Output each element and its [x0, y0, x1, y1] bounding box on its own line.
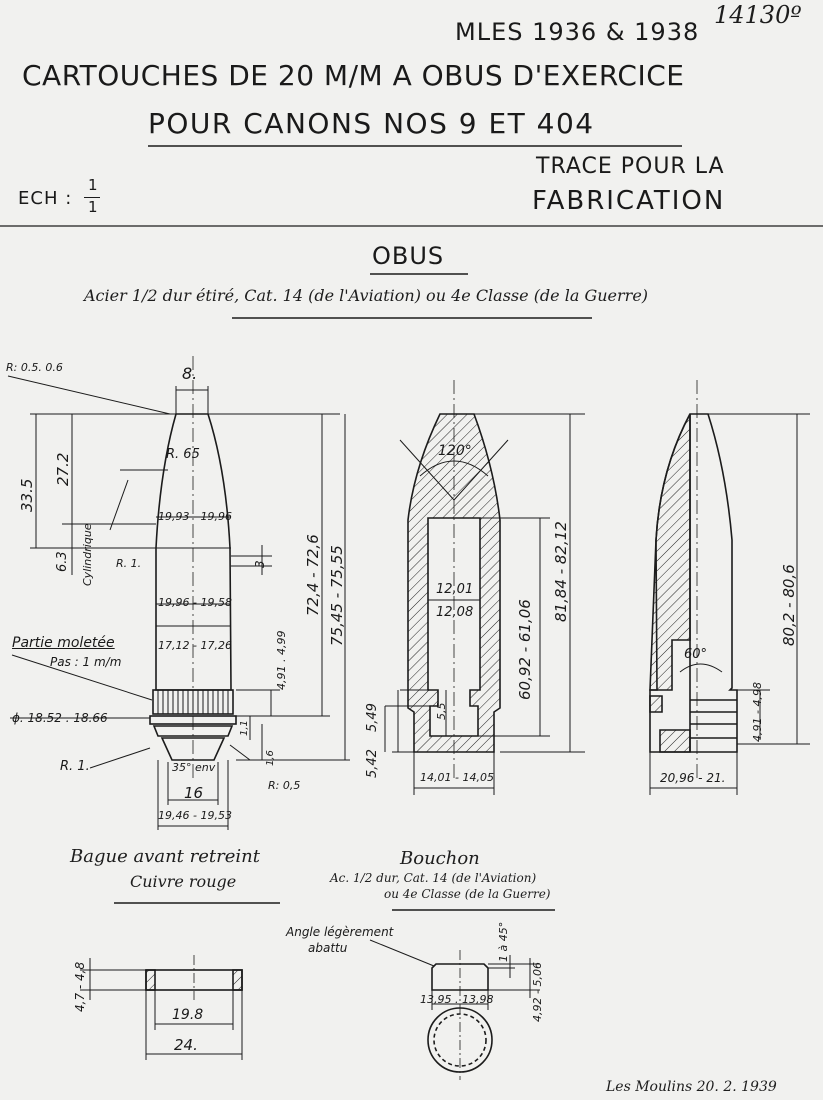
- trace-line-1: TRACE POUR LA: [536, 154, 725, 179]
- scale-denominator: 1: [88, 198, 99, 216]
- ogive-length-2-label: 27.2: [54, 452, 72, 486]
- scale-label: ECH :: [18, 188, 73, 209]
- right-angle-label: 60°: [684, 647, 708, 662]
- bague-outer-label: 24.: [174, 1036, 198, 1054]
- bague-dimensions: [80, 958, 242, 1060]
- diameter-1-label: 19,93 - 19,96: [158, 510, 232, 523]
- trace-line-2: FABRICATION: [532, 186, 726, 216]
- cylinder-length-label: 6.3: [55, 551, 70, 572]
- bouchon-height-label: 4,92 - 5,06: [531, 962, 544, 1022]
- sheet-stamp-number: 14130º: [714, 1, 802, 29]
- height-2-label: 1,1: [239, 720, 250, 736]
- length-b-label: 75,45 - 75,55: [328, 545, 346, 646]
- bague-material: Cuivre rouge: [130, 872, 237, 891]
- right-height-label: 4,91 - 4,98: [751, 682, 764, 742]
- bague-title: Bague avant retreint: [70, 846, 260, 867]
- lower-radius-label: R. 1.: [60, 759, 90, 774]
- height-3-label: 1,6: [265, 750, 276, 766]
- band-diameter-label: ϕ. 18.52 . 18.66: [12, 711, 108, 725]
- center-height-a-label: 5,49: [365, 703, 380, 732]
- base-angle-label: 35° env: [172, 761, 216, 774]
- height-1-label: 4,91 . 4,99: [275, 630, 288, 690]
- ogive-length-label: 33.5: [18, 478, 36, 512]
- right-projectile-half-section: [650, 380, 737, 780]
- bouchon-material-1: Ac. 1/2 dur, Cat. 14 (de l'Aviation): [330, 871, 537, 885]
- right-base-diameter-label: 20,96 - 21.: [660, 771, 726, 785]
- bouchon-title: Bouchon: [400, 848, 480, 869]
- bore-depth-label: 60,92 - 61,06: [516, 599, 534, 700]
- bouchon-diameter-label: 13,95 . 13,98: [420, 993, 494, 1006]
- bouchon-note-1: Angle légèrement: [286, 925, 394, 939]
- title-line-2: POUR CANONS NOS 9 ET 404: [148, 107, 595, 140]
- cylinder-note-label: Cylindrique: [81, 523, 94, 586]
- bague-inner-label: 19.8: [172, 1007, 204, 1023]
- knurl-label: Partie moletée: [12, 635, 115, 651]
- left-projectile-outline: [150, 356, 236, 780]
- knurl-pitch-label: Pas : 1 m/m: [50, 655, 122, 669]
- ogive-radius-label: R. 65: [166, 447, 200, 462]
- total-depth-label: 81,84 - 82,12: [552, 521, 570, 622]
- bouchon-note-2: abattu: [308, 941, 348, 955]
- upper-radius-label: R. 1.: [116, 557, 142, 570]
- right-length-label: 80,2 - 80,6: [780, 564, 798, 646]
- center-height-c-label: 5,42: [365, 749, 380, 778]
- center-projectile-section: [408, 380, 500, 780]
- diameter-2-label: 19,96 - 19,58: [158, 596, 232, 609]
- models-label: MLES 1936 & 1938: [455, 18, 700, 46]
- base-diameter-2-label: 19,46 - 19,53: [158, 809, 232, 822]
- center-height-b-label: 5,5: [435, 702, 448, 720]
- tip-radius-label: R: 0.5. 0.6: [6, 361, 63, 374]
- obus-material: Acier 1/2 dur étiré, Cat. 14 (de l'Aviation) ou 4e Classe (de la Guerre): [84, 286, 649, 305]
- bore-diameter-label: 12,01: [436, 582, 474, 597]
- tip-width-label: 8.: [182, 364, 198, 383]
- groove-width-label: 3: [253, 560, 267, 568]
- base-diameter-label: 16: [184, 784, 204, 802]
- bouchon-chamfer-label: 1 à 45°: [497, 921, 510, 962]
- bague-height-label: 4,7 - 4,8: [73, 961, 87, 1012]
- scale-numerator: 1: [88, 176, 99, 194]
- obus-heading: OBUS: [372, 242, 445, 270]
- diameter-3-label: 17,12 - 17,26: [158, 639, 232, 652]
- title-line-1: CARTOUCHES DE 20 M/M A OBUS D'EXERCICE: [22, 59, 685, 92]
- signature-date: Les Moulins 20. 2. 1939: [606, 1079, 777, 1095]
- nose-angle-label: 120°: [438, 443, 472, 459]
- bague-drawing: [146, 955, 242, 1000]
- center-base-diameter-label: 14,01 - 14,05: [420, 771, 494, 784]
- length-a-label: 72,4 - 72,6: [304, 534, 322, 616]
- bouchon-material-2: ou 4e Classe (de la Guerre): [384, 887, 551, 901]
- bore-diameter-2-label: 12,08: [436, 605, 474, 620]
- bouchon-drawing: [428, 950, 492, 1080]
- small-radius-label: R: 0,5: [268, 779, 301, 792]
